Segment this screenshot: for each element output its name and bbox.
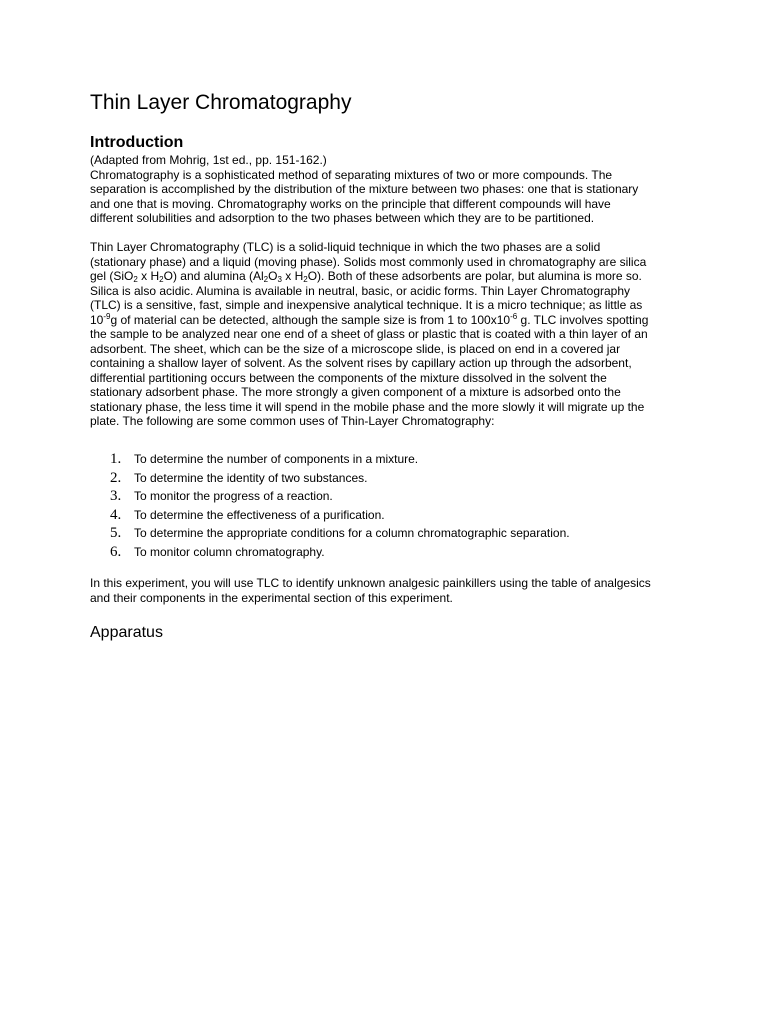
- experiment-line: and their components in the experimental section of this experiment.: [90, 590, 453, 605]
- intro-line: different solubilities and adsorption to the two phases between which they are to be partitioned.: [90, 211, 595, 225]
- tlc-line: (stationary phase) and a liquid (moving phase). Solids most commonly used in chromatography are silica: [90, 254, 647, 269]
- list-number: 4.: [110, 506, 122, 523]
- tlc-line: Thin Layer Chromatography (TLC) is a solid-liquid technique in which the two phases are a solid: [90, 240, 601, 254]
- text-run: g. TLC involves spotting: [517, 312, 649, 327]
- list-item: [110, 469, 570, 488]
- tlc-line: plate. The following are some common uses of Thin-Layer Chromatography:: [90, 414, 495, 428]
- tlc-uses-list: [110, 450, 570, 561]
- text-run: gel (SiO: [90, 269, 134, 283]
- list-item: [110, 506, 570, 525]
- list-item-text: To monitor column chromatography.: [134, 544, 325, 559]
- intro-line: separation is accomplished by the distribution of the mixture between two phases: one that is stationary: [90, 182, 639, 196]
- experiment-paragraph: [90, 576, 690, 605]
- experiment-line: In this experiment, you will use TLC to identify unknown analgesic painkillers using the table of analgesics: [90, 576, 651, 590]
- intro-line: and one that is moving. Chromatography works on the principle that different compounds will have: [90, 196, 611, 211]
- list-item-text: To determine the identity of two substances.: [134, 470, 368, 485]
- text-run: 10: [90, 312, 104, 327]
- apparatus-heading: Apparatus: [90, 624, 163, 641]
- intro-line: Chromatography is a sophisticated method of separating mixtures of two or more compounds. The: [90, 167, 613, 182]
- introduction-heading: Introduction: [90, 134, 184, 151]
- tlc-line: differential partitioning occurs between the components of the mixture dissolved in the solvent the: [90, 370, 607, 385]
- list-item: [110, 543, 570, 562]
- list-number: 5.: [110, 525, 122, 541]
- subscript: 2: [133, 275, 138, 284]
- list-number: 6.: [110, 543, 122, 560]
- page-title: Thin Layer Chromatography: [90, 91, 352, 114]
- tlc-line: the sample to be analyzed near one end of a sheet of glass or plastic that is coated with a thin layer of an: [90, 327, 648, 341]
- tlc-line: (TLC) is a sensitive, fast, simple and inexpensive analytical technique. It is a micro technique; as little as: [90, 298, 643, 312]
- subscript: 2: [303, 275, 308, 284]
- text-run: O) and alumina (Al: [163, 269, 264, 283]
- list-item: [110, 487, 570, 506]
- tlc-line: stationary phase, the less time it will spend in the mobile phase and the more slowly it will migrate up the: [90, 399, 645, 414]
- subscript: 2: [263, 275, 269, 284]
- list-item-text: To determine the effectiveness of a purification.: [134, 507, 385, 522]
- list-number: 2.: [110, 469, 122, 486]
- list-item-text: To determine the appropriate conditions for a column chromatographic separation.: [134, 526, 570, 540]
- tlc-line: Silica is also acidic. Alumina is available in neutral, basic, or acidic forms. Thin Layer Chromatography: [90, 283, 631, 298]
- list-item: [110, 450, 570, 469]
- tlc-paragraph: [90, 240, 690, 429]
- subscript: 3: [277, 275, 282, 284]
- tlc-line: stationary adsorbent phase. The more strongly a given component of a mixture is adsorbed onto the: [90, 385, 621, 399]
- text-run: x H: [281, 269, 304, 283]
- text-run: O: [268, 269, 278, 283]
- tlc-line: adsorbent. The sheet, which can be the size of a microscope slide, is placed on end in a covered jar: [90, 341, 621, 356]
- text-run: x H: [137, 269, 160, 283]
- list-item-text: To determine the number of components in a mixture.: [134, 452, 419, 466]
- text-run: g of material can be detected, although the sample size is from 1 to 100x10: [110, 312, 511, 327]
- superscript: -6: [510, 311, 518, 321]
- list-item-text: To monitor the progress of a reaction.: [134, 489, 333, 503]
- introduction-paragraph: [90, 153, 690, 226]
- tlc-formula-line: [90, 269, 690, 284]
- text-run: O). Both of these adsorbents are polar, but alumina is more so.: [307, 269, 642, 283]
- subscript: 2: [159, 275, 164, 284]
- tlc-exponent-line: [90, 313, 690, 328]
- list-number: 1.: [110, 451, 122, 467]
- list-item: [110, 524, 570, 543]
- tlc-line: containing a shallow layer of solvent. As the solvent rises by capillary action up through the adsorbent,: [90, 356, 632, 370]
- superscript: -9: [103, 311, 111, 321]
- citation-line: (Adapted from Mohrig, 1st ed., pp. 151-162.): [90, 153, 327, 167]
- list-number: 3.: [110, 488, 122, 504]
